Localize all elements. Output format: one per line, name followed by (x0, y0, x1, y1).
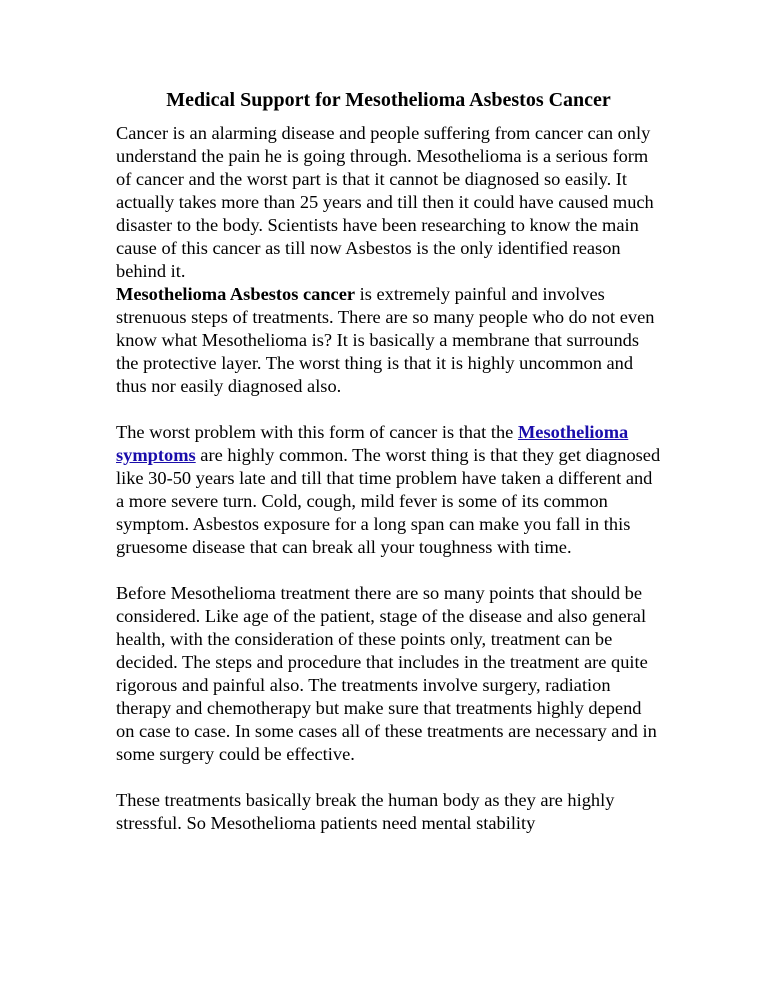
paragraph-asbestos-cancer-text: is extremely painful and involves strenuous steps of treatments. There are so many people who do not even know what Mesothelioma is? It is basically a membrane that surrounds the protective layer. The worst thing is that it is highly uncommon and thus nor easily diagnosed also. (116, 284, 655, 396)
paragraph-treatment: Before Mesothelioma treatment there are so many points that should be considered. Like age of the patient, stage of the disease and also general health, with the consideration of these points only, treatment can be decided. The steps and procedure that includes in the treatment are quite rigorous and painful also. The treatments involve surgery, radiation therapy and chemotherapy but make sure that treatments highly depend on case to case. In some cases all of these treatments are necessary and in some surgery could be effective. (116, 583, 657, 764)
document-page (116, 88, 661, 835)
mesothelioma-symptoms-link[interactable]: Mesothelioma symptoms (116, 422, 629, 465)
paragraph-symptoms-text: are highly common. The worst thing is that they get diagnosed like 30-50 years late and till that time problem have taken a different and a more severe turn. Cold, cough, mild fever is some of its common symptom. Asbestos exposure for a long span can make you fall in this gruesome disease that can break all your toughness with time. (116, 445, 661, 557)
asbestos-cancer-bold-term: Mesothelioma Asbestos cancer (116, 284, 356, 304)
paragraph-symptoms (116, 421, 661, 559)
paragraph-asbestos-cancer (116, 283, 661, 398)
paragraph-symptoms-lead: The worst problem with this form of cancer is that the (116, 422, 518, 442)
paragraph-intro: Cancer is an alarming disease and people suffering from cancer can only understand the pain he is going through. Mesothelioma is a serious form of cancer and the worst part is that it cannot be diagnosed so easily. It actually takes more than 25 years and till then it could have caused much disaster to the body. Scientists have been researching to know the main cause of this cancer as till now Asbestos is the only identified reason behind it. (116, 123, 654, 281)
paragraph-mental-stability: These treatments basically break the human body as they are highly stressful. So Mesothelioma patients need mental stability (116, 790, 615, 833)
page-title: Medical Support for Mesothelioma Asbestos Cancer (166, 89, 611, 111)
